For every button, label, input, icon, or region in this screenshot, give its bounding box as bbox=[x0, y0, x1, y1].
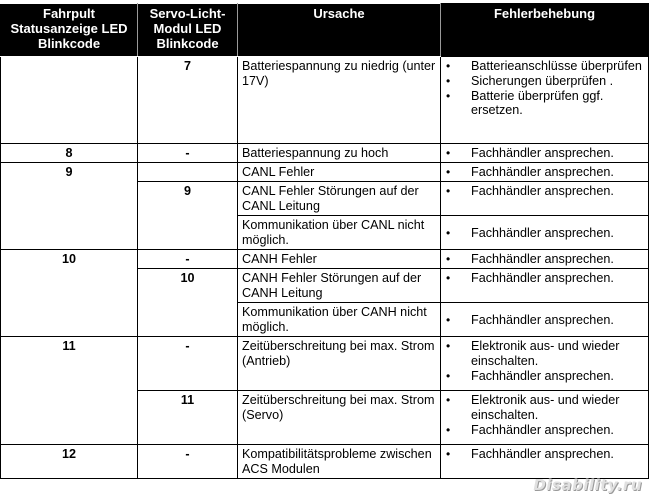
servo-code bbox=[138, 163, 238, 182]
cause-text: Kommunikation über CANL nicht möglich. bbox=[238, 216, 441, 250]
table-row bbox=[1, 163, 649, 182]
bullet-icon: • bbox=[446, 447, 451, 461]
fix-text: Fachhändler ansprechen. bbox=[471, 447, 614, 461]
fix-cell bbox=[441, 303, 649, 337]
cause-text: Batteriespannung zu niedrig (unter 17V) bbox=[238, 57, 441, 144]
cause-text: CANH Fehler bbox=[238, 250, 441, 269]
bullet-icon: • bbox=[446, 368, 451, 383]
servo-code: 11 bbox=[138, 391, 238, 445]
bullet-icon: • bbox=[446, 339, 451, 353]
fix-list bbox=[445, 339, 644, 383]
fahrpult-code: 10 bbox=[1, 250, 138, 337]
servo-code: - bbox=[138, 250, 238, 269]
list-item bbox=[445, 59, 644, 74]
cause-text: Kompatibilitätsprobleme zwischen ACS Modulen bbox=[238, 445, 441, 479]
bullet-icon: • bbox=[446, 271, 451, 285]
fix-list bbox=[445, 271, 644, 286]
list-item bbox=[445, 447, 644, 462]
fix-list bbox=[445, 447, 644, 462]
fix-text: Fachhändler ansprechen. bbox=[471, 184, 614, 198]
cause-text: Kommunikation über CANH nicht möglich. bbox=[238, 303, 441, 337]
bullet-icon: • bbox=[446, 165, 451, 179]
error-code-table bbox=[0, 3, 649, 479]
fix-cell bbox=[441, 250, 649, 269]
fix-text: Fachhändler ansprechen. bbox=[471, 271, 614, 285]
bullet-icon: • bbox=[446, 59, 451, 73]
fix-text: Sicherungen überprüfen . bbox=[471, 73, 614, 88]
watermark: Disability.ru bbox=[533, 476, 642, 494]
table-row bbox=[1, 337, 649, 391]
list-item bbox=[445, 89, 644, 119]
bullet-icon: • bbox=[446, 312, 451, 327]
fix-text: Fachhändler ansprechen. bbox=[471, 146, 614, 160]
cause-text: CANL Fehler Störungen auf der CANL Leitung bbox=[238, 182, 441, 216]
table-row bbox=[1, 250, 649, 269]
bullet-icon: • bbox=[446, 225, 451, 240]
fix-cell bbox=[441, 391, 649, 445]
fix-cell bbox=[441, 57, 649, 144]
servo-code: - bbox=[138, 445, 238, 479]
fix-cell bbox=[441, 144, 649, 163]
bullet-icon: • bbox=[446, 88, 451, 103]
table-row bbox=[1, 57, 649, 144]
list-item bbox=[445, 393, 644, 423]
fix-text: Fachhändler ansprechen. bbox=[471, 165, 614, 179]
cause-text: CANH Fehler Störungen auf der CANH Leitung bbox=[238, 269, 441, 303]
fix-text: Fachhändler ansprechen. bbox=[471, 225, 614, 240]
fix-cell bbox=[441, 269, 649, 303]
cause-text: Zeitüberschreitung bei max. Strom (Antrieb) bbox=[238, 337, 441, 391]
fix-text: Batterie überprüfen ggf. ersetzen. bbox=[471, 88, 604, 118]
bullet-icon: • bbox=[446, 73, 451, 88]
fix-text: Fachhändler ansprechen. bbox=[471, 368, 614, 383]
table-row bbox=[1, 445, 649, 479]
fahrpult-code bbox=[1, 57, 138, 144]
cause-text: CANL Fehler bbox=[238, 163, 441, 182]
fahrpult-code: 11 bbox=[1, 337, 138, 445]
bullet-icon: • bbox=[446, 146, 451, 160]
fix-cell bbox=[441, 445, 649, 479]
fix-list bbox=[445, 165, 644, 180]
list-item bbox=[445, 339, 644, 369]
fix-cell bbox=[441, 337, 649, 391]
list-item bbox=[445, 423, 644, 438]
bullet-icon: • bbox=[446, 252, 451, 266]
fix-text: Fachhändler ansprechen. bbox=[471, 422, 614, 437]
cause-text: Batteriespannung zu hoch bbox=[238, 144, 441, 163]
fahrpult-code: 9 bbox=[1, 163, 138, 250]
fix-list bbox=[445, 146, 644, 161]
servo-code: - bbox=[138, 337, 238, 391]
fix-text: Batterieanschlüsse überprüfen bbox=[471, 59, 642, 73]
fix-list bbox=[445, 226, 644, 241]
list-item bbox=[445, 313, 644, 328]
header-fehlerbehebung: Fehlerbehebung bbox=[441, 4, 649, 57]
table-row bbox=[1, 144, 649, 163]
cause-text: Zeitüberschreitung bei max. Strom (Servo) bbox=[238, 391, 441, 445]
servo-code: 7 bbox=[138, 57, 238, 144]
fix-cell bbox=[441, 216, 649, 250]
list-item bbox=[445, 165, 644, 180]
list-item bbox=[445, 184, 644, 199]
fix-text: Fachhändler ansprechen. bbox=[471, 312, 614, 327]
fix-text: Fachhändler ansprechen. bbox=[471, 252, 614, 266]
bullet-icon: • bbox=[446, 422, 451, 437]
bullet-icon: • bbox=[446, 184, 451, 198]
bullet-icon: • bbox=[446, 393, 451, 407]
list-item bbox=[445, 74, 644, 89]
fix-list bbox=[445, 184, 644, 199]
header-row bbox=[1, 4, 649, 57]
list-item bbox=[445, 226, 644, 241]
fix-list bbox=[445, 252, 644, 267]
fix-list bbox=[445, 393, 644, 437]
list-item bbox=[445, 271, 644, 286]
list-item bbox=[445, 252, 644, 267]
header-ursache: Ursache bbox=[238, 4, 441, 57]
servo-code: - bbox=[138, 144, 238, 163]
header-fahrpult-led: Fahrpult Statusanzeige LED Blinkcode bbox=[1, 4, 138, 57]
header-servo-licht-led: Servo-Licht-Modul LED Blinkcode bbox=[138, 4, 238, 57]
servo-code: 10 bbox=[138, 269, 238, 337]
list-item bbox=[445, 146, 644, 161]
fix-cell bbox=[441, 163, 649, 182]
fix-text: Elektronik aus- und wieder einschalten. bbox=[471, 339, 620, 368]
fahrpult-code: 8 bbox=[1, 144, 138, 163]
fix-list bbox=[445, 59, 644, 118]
servo-code: 9 bbox=[138, 182, 238, 250]
list-item bbox=[445, 369, 644, 384]
fahrpult-code: 12 bbox=[1, 445, 138, 479]
fix-cell bbox=[441, 182, 649, 216]
fix-list bbox=[445, 313, 644, 328]
fix-text: Elektronik aus- und wieder einschalten. bbox=[471, 393, 620, 422]
